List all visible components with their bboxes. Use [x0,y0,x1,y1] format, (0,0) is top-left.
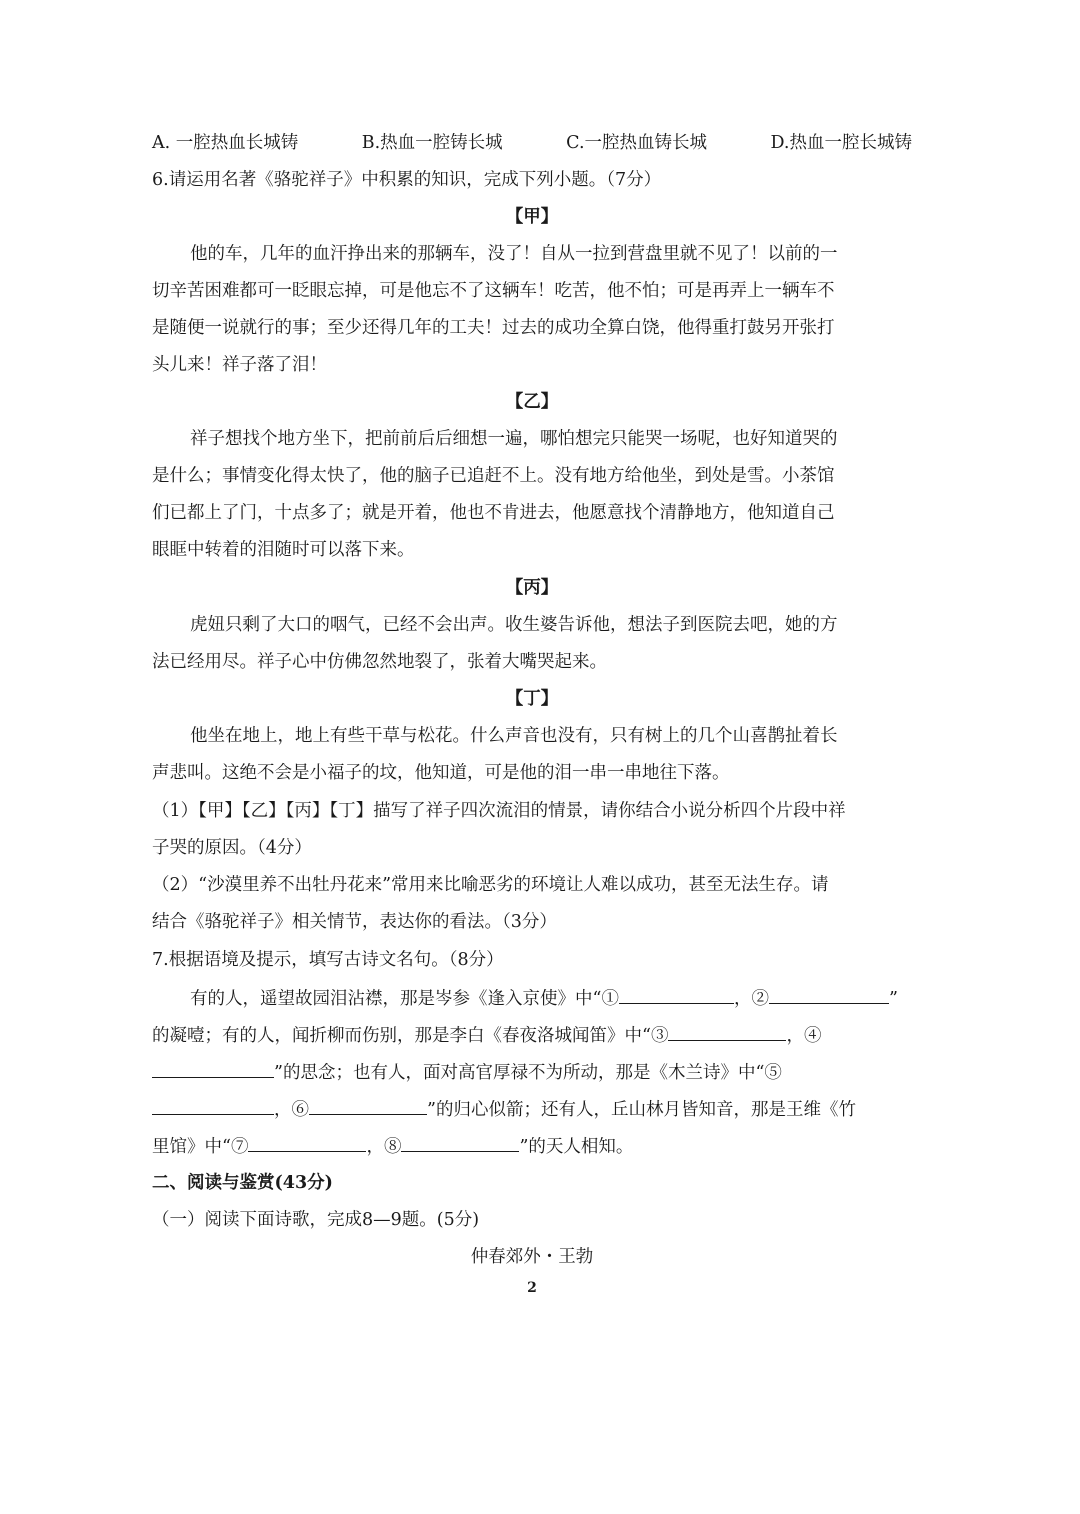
sub-question-1: （1）【甲】【乙】【丙】【丁】描写了祥子四次流泪的情景，请你结合小说分析四个片段中祥 [152,801,846,821]
heading-bing: 【丙】 [505,578,559,598]
q7-line-5: 里馆》中“⑦ ，⑧ ”的天人相知。 [152,1133,912,1159]
poem-title: 仲春郊外・王勃 [470,1247,594,1267]
yi-line: 是什么；事情变化得太快了，他的脑子已追赶不上。没有地方给他坐，到处是雪。小茶馆 [152,466,835,486]
section-2-title: 二、阅读与鉴赏(43分) [152,1173,333,1193]
question-6-title: 6.请运用名著《骆驼祥子》中积累的知识，完成下列小题。（7分） [152,170,662,190]
answer-blank-1[interactable] [619,985,734,1004]
sub-question-1-cont: 子哭的原因。（4分） [152,838,312,858]
jia-line: 头儿来！祥子落了泪！ [152,355,327,375]
page-number: 2 [527,1280,537,1296]
option-d: D.热血一腔长城铸 [770,133,912,153]
heading-yi: 【乙】 [505,392,559,412]
ding-line: 声悲叫。这绝不会是小福子的坟，他知道，可是他的泪一串一串地往下落。 [152,763,730,783]
sub-question-2: （2）“沙漠里养不出牡丹花来”常用来比喻恶劣的环境让人难以成功，甚至无法生存。请 [152,875,829,895]
answer-blank-6[interactable] [309,1096,427,1115]
heading-jia: 【甲】 [505,207,559,227]
bing-line: 法已经用尽。祥子心中仿佛忽然地裂了，张着大嘴哭起来。 [152,652,607,672]
answer-blank-4[interactable] [152,1059,274,1078]
yi-line: 祥子想找个地方坐下，把前前后后细想一遍，哪怕想完只能哭一场呢，也好知道哭的 [190,429,838,449]
yi-line: 们已都上了门，十点多了；就是开着，他也不肯进去，他愿意找个清静地方，他知道自己 [152,503,835,523]
option-c: C.一腔热血铸长城 [566,133,708,153]
q7-line-4: ，⑥ ”的归心似箭；还有人，丘山林月皆知音，那是王维《竹 [152,1096,912,1122]
jia-line: 切辛苦困难都可一眨眼忘掉，可是他忘不了这辆车！吃苦，他不怕；可是再弄上一辆车不 [152,281,835,301]
answer-blank-8[interactable] [401,1133,519,1152]
jia-line: 他的车，几年的血汗挣出来的那辆车，没了！自从一拉到营盘里就不见了！以前的一 [190,244,838,264]
q7-line-3: ”的思念；也有人，面对高官厚禄不为所动，那是《木兰诗》中“⑤ [152,1059,912,1085]
option-b: B.热血一腔铸长城 [361,133,503,153]
section-2-subtitle: （一）阅读下面诗歌，完成8—9题。(5分) [152,1210,480,1230]
sub-question-2-cont: 结合《骆驼祥子》相关情节，表达你的看法。（3分） [152,912,557,932]
ding-line: 他坐在地上，地上有些干草与松花。什么声音也没有，只有树上的几个山喜鹊扯着长 [190,726,838,746]
yi-line: 眼眶中转着的泪随时可以落下来。 [152,540,415,560]
option-a: A. 一腔热血长城铸 [152,133,299,153]
q7-line-1: 有的人，遥望故园泪沾襟，那是岑参《逢入京使》中“① ，② ” [190,985,912,1011]
answer-blank-5[interactable] [152,1096,274,1115]
answer-blank-2[interactable] [769,985,889,1004]
choice-options-row [152,131,912,155]
answer-blank-7[interactable] [248,1133,366,1152]
answer-blank-3[interactable] [668,1022,786,1041]
q7-line-2: 的凝噎；有的人，闻折柳而伤别，那是李白《春夜洛城闻笛》中“③ ，④ [152,1022,912,1048]
bing-line: 虎妞只剩了大口的咽气，已经不会出声。收生婆告诉他，想法子到医院去吧，她的方 [190,615,838,635]
question-7-title: 7.根据语境及提示，填写古诗文名句。（8分） [152,950,504,970]
heading-ding: 【丁】 [505,689,559,709]
jia-line: 是随便一说就行的事；至少还得几年的工夫！过去的成功全算白饶，他得重打鼓另开张打 [152,318,835,338]
